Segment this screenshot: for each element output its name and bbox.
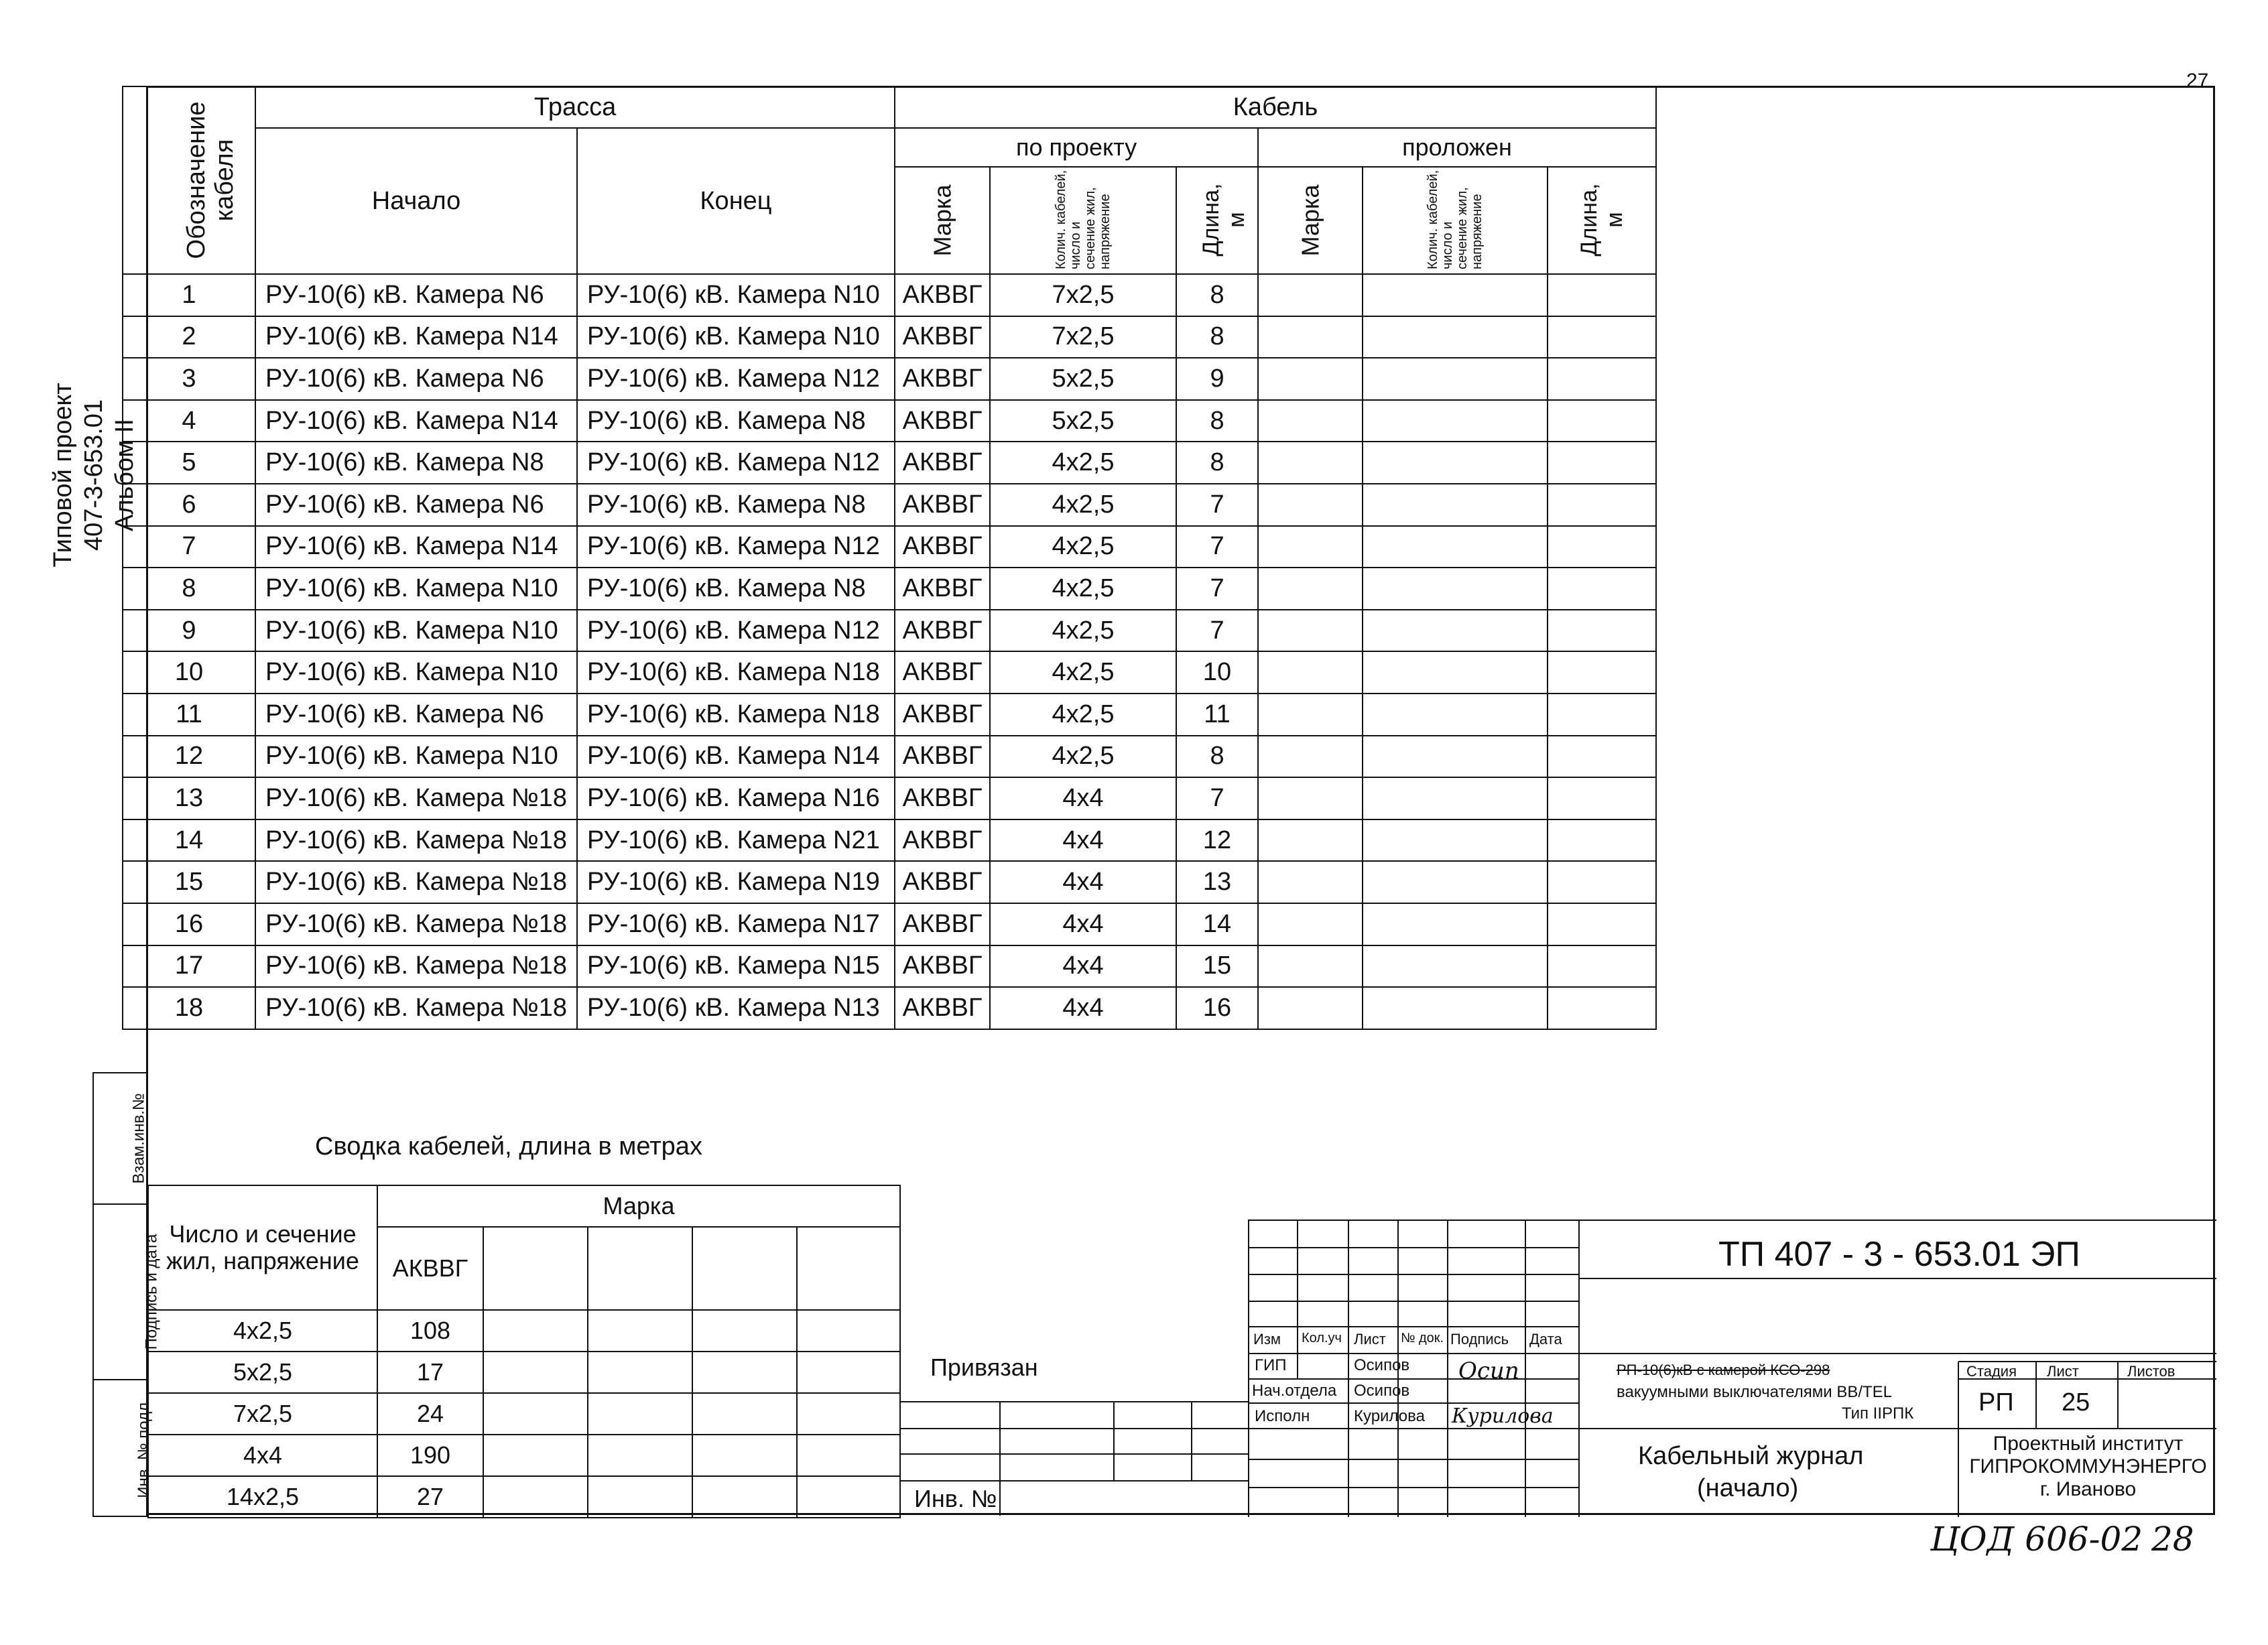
laid-length (1548, 777, 1656, 819)
laid-qty (1363, 568, 1548, 610)
table-row (123, 358, 1656, 400)
summary-mark-header: Марка (377, 1185, 900, 1227)
name-gip: Осипов (1354, 1356, 1410, 1374)
cable-mark: АКВВГ (895, 651, 990, 694)
cable-qty: 4х2,5 (990, 526, 1176, 568)
cable-number: 9 (123, 610, 255, 652)
summary-row (148, 1352, 900, 1393)
col-ndoc: № док. (1401, 1331, 1444, 1345)
route-start: РУ-10(6) кВ. Камера N14 (255, 400, 577, 442)
stage-label: Стадия (1966, 1363, 2017, 1380)
cable-qty: 4х4 (990, 819, 1176, 862)
laid-mark (1258, 610, 1363, 652)
cable-length: 8 (1176, 274, 1258, 316)
footer-code: ЦОД 606-02 (1930, 1520, 2143, 1559)
laid-qty (1363, 945, 1548, 988)
cable-number: 18 (123, 987, 255, 1029)
laid-length (1548, 568, 1656, 610)
inv-no-label: Инв. № (914, 1485, 997, 1512)
object-line2: вакуумными выключателями ВВ/TEL (1617, 1383, 1893, 1401)
cable-length: 8 (1176, 442, 1258, 484)
cable-length: 15 (1176, 945, 1258, 988)
cable-number: 12 (123, 736, 255, 778)
summary-value: 27 (377, 1476, 483, 1518)
laid-mark (1258, 526, 1363, 568)
route-end: РУ-10(6) кВ. Камера N12 (577, 358, 895, 400)
laid-length (1548, 987, 1656, 1029)
summary-empty-cell (483, 1310, 588, 1352)
laid-length (1548, 358, 1656, 400)
summary-empty-cell (588, 1310, 692, 1352)
cable-qty: 4х4 (990, 861, 1176, 903)
cable-qty: 4х2,5 (990, 736, 1176, 778)
laid-qty (1363, 442, 1548, 484)
table-row (123, 568, 1656, 610)
route-end: РУ-10(6) кВ. Камера N13 (577, 987, 895, 1029)
cable-number: 15 (123, 861, 255, 903)
table-row (123, 736, 1656, 778)
summary-section: 7х2,5 (148, 1393, 377, 1435)
summary-mark-name: АКВВГ (377, 1227, 483, 1310)
cable-mark: АКВВГ (895, 484, 990, 526)
cable-qty: 4х2,5 (990, 484, 1176, 526)
route-end: РУ-10(6) кВ. Камера N8 (577, 484, 895, 526)
summary-table (147, 1185, 901, 1518)
cable-number: 7 (123, 526, 255, 568)
summary-empty-cell (692, 1352, 797, 1393)
cable-mark: АКВВГ (895, 819, 990, 862)
table-row (123, 777, 1656, 819)
sheet-label: Лист (2047, 1363, 2079, 1380)
route-start: РУ-10(6) кВ. Камера N6 (255, 274, 577, 316)
laid-qty (1363, 274, 1548, 316)
laid-qty (1363, 400, 1548, 442)
summary-empty-cell (797, 1352, 900, 1393)
cable-mark: АКВВГ (895, 316, 990, 358)
route-start: РУ-10(6) кВ. Камера N10 (255, 736, 577, 778)
laid-qty (1363, 610, 1548, 652)
col-data: Дата (1529, 1331, 1562, 1347)
laid-length (1548, 484, 1656, 526)
cable-mark: АКВВГ (895, 987, 990, 1029)
route-end: РУ-10(6) кВ. Камера N8 (577, 568, 895, 610)
laid-mark (1258, 861, 1363, 903)
cable-number: 6 (123, 484, 255, 526)
side-label-line1: Типовой проект (49, 383, 77, 568)
laid-qty (1363, 777, 1548, 819)
summary-empty-cell (692, 1310, 797, 1352)
doc-title-1: Кабельный журнал (1638, 1442, 1864, 1470)
cable-header: Кабель (895, 86, 1656, 128)
summary-empty-cell (483, 1352, 588, 1393)
laid-mark (1258, 442, 1363, 484)
laid-length (1548, 316, 1656, 358)
role-nach: Нач.отдела (1252, 1382, 1337, 1400)
laid-qty (1363, 694, 1548, 736)
cable-number: 2 (123, 316, 255, 358)
route-start: РУ-10(6) кВ. Камера N6 (255, 484, 577, 526)
cable-length: 8 (1176, 316, 1258, 358)
cable-length: 10 (1176, 651, 1258, 694)
laid-mark (1258, 358, 1363, 400)
cable-qty: 4х4 (990, 777, 1176, 819)
cable-mark: АКВВГ (895, 736, 990, 778)
summary-empty-cell (483, 1393, 588, 1435)
route-start: РУ-10(6) кВ. Камера N14 (255, 316, 577, 358)
cable-length: 16 (1176, 987, 1258, 1029)
laid-mark (1258, 316, 1363, 358)
table-row (123, 274, 1656, 316)
laid-mark (1258, 484, 1363, 526)
cable-number: 1 (123, 274, 255, 316)
summary-empty-cell (588, 1435, 692, 1476)
qty-header-laid: Колич. кабелей, число и сечение жил, напряжение (1363, 167, 1548, 274)
start-header: Начало (255, 128, 577, 274)
cable-qty: 7х2,5 (990, 316, 1176, 358)
cable-qty: 4х4 (990, 987, 1176, 1029)
object-line1: РП-10(6)кВ с камерой КСО-298 (1617, 1362, 1830, 1378)
route-start: РУ-10(6) кВ. Камера N10 (255, 568, 577, 610)
route-start: РУ-10(6) кВ. Камера N10 (255, 610, 577, 652)
summary-rows (148, 1310, 900, 1518)
route-end: РУ-10(6) кВ. Камера N16 (577, 777, 895, 819)
org-line3: г. Иваново (2039, 1478, 2137, 1500)
cable-number: 3 (123, 358, 255, 400)
table-row (123, 484, 1656, 526)
laid-length (1548, 694, 1656, 736)
laid-qty (1363, 861, 1548, 903)
route-end: РУ-10(6) кВ. Камера N18 (577, 651, 895, 694)
cable-number: 14 (123, 819, 255, 862)
sheet-value: 25 (2062, 1388, 2090, 1417)
cable-number: 8 (123, 568, 255, 610)
cable-mark: АКВВГ (895, 400, 990, 442)
route-end: РУ-10(6) кВ. Камера N8 (577, 400, 895, 442)
laid-mark (1258, 945, 1363, 988)
route-start: РУ-10(6) кВ. Камера №18 (255, 903, 577, 945)
route-start: РУ-10(6) кВ. Камера N10 (255, 651, 577, 694)
route-end: РУ-10(6) кВ. Камера N12 (577, 442, 895, 484)
route-start: РУ-10(6) кВ. Камера №18 (255, 777, 577, 819)
cable-length: 12 (1176, 819, 1258, 862)
summary-value: 24 (377, 1393, 483, 1435)
table-row (123, 987, 1656, 1029)
cable-length: 7 (1176, 484, 1258, 526)
cable-qty: 5х2,5 (990, 400, 1176, 442)
summary-empty-cell (692, 1435, 797, 1476)
title-block (1248, 1220, 2216, 1517)
length-header-project: Длина, м (1176, 167, 1258, 274)
binding-block (899, 1333, 1249, 1516)
laid-length (1548, 861, 1656, 903)
summary-section: 4х2,5 (148, 1310, 377, 1352)
qty-header-project: Колич. кабелей, число и сечение жил, напряжение (990, 167, 1176, 274)
cable-qty: 4х2,5 (990, 610, 1176, 652)
laid-length (1548, 442, 1656, 484)
role-gip: ГИП (1255, 1356, 1287, 1374)
summary-col1-header: Число и сечение жил, напряжение (148, 1185, 377, 1310)
table-row (123, 945, 1656, 988)
route-end: РУ-10(6) кВ. Камера N10 (577, 274, 895, 316)
cable-number: 5 (123, 442, 255, 484)
summary-row (148, 1393, 900, 1435)
signature-2: Курилова (1452, 1404, 1554, 1428)
laid-mark (1258, 694, 1363, 736)
route-end: РУ-10(6) кВ. Камера N19 (577, 861, 895, 903)
summary-value: 190 (377, 1435, 483, 1476)
cable-length: 7 (1176, 610, 1258, 652)
table-row (123, 903, 1656, 945)
cable-number: 11 (123, 694, 255, 736)
laid-qty (1363, 358, 1548, 400)
route-start: РУ-10(6) кВ. Камера №18 (255, 945, 577, 988)
cable-length: 8 (1176, 400, 1258, 442)
table-row (123, 526, 1656, 568)
cable-qty: 4х2,5 (990, 442, 1176, 484)
summary-section: 14х2,5 (148, 1476, 377, 1518)
vzam-cell: Взам.инв.№ (93, 1073, 147, 1204)
laid-length (1548, 651, 1656, 694)
laid-qty (1363, 526, 1548, 568)
cable-length: 7 (1176, 526, 1258, 568)
cable-mark: АКВВГ (895, 358, 990, 400)
inv-cell: Инв. № подл. (93, 1380, 147, 1516)
summary-value: 17 (377, 1352, 483, 1393)
cable-number: 10 (123, 651, 255, 694)
route-start: РУ-10(6) кВ. Камера №18 (255, 987, 577, 1029)
cable-qty: 4х4 (990, 945, 1176, 988)
summary-empty-cell (588, 1476, 692, 1518)
route-end: РУ-10(6) кВ. Камера N12 (577, 526, 895, 568)
cable-mark: АКВВГ (895, 903, 990, 945)
summary-row (148, 1476, 900, 1518)
cable-mark: АКВВГ (895, 610, 990, 652)
route-start: РУ-10(6) кВ. Камера N6 (255, 694, 577, 736)
cable-qty: 4х2,5 (990, 694, 1176, 736)
doc-code: ТП 407 - 3 - 653.01 ЭП (1718, 1235, 2080, 1274)
laid-length (1548, 819, 1656, 862)
route-end: РУ-10(6) кВ. Камера N14 (577, 736, 895, 778)
name-ispoln: Курилова (1354, 1407, 1425, 1425)
route-start: РУ-10(6) кВ. Камера N8 (255, 442, 577, 484)
name-nach: Осипов (1354, 1382, 1410, 1400)
col-list: Лист (1354, 1331, 1386, 1347)
summary-empty-cell (797, 1476, 900, 1518)
table-row (123, 651, 1656, 694)
laid-mark (1258, 777, 1363, 819)
laid-length (1548, 400, 1656, 442)
org-line1: Проектный институт (1993, 1433, 2184, 1455)
summary-empty-cell (483, 1476, 588, 1518)
route-header: Трасса (255, 86, 895, 128)
summary-section: 5х2,5 (148, 1352, 377, 1393)
mark-header-project: Марка (895, 167, 990, 274)
laid-qty (1363, 736, 1548, 778)
col-podpis: Подпись (1450, 1331, 1509, 1347)
laid-qty (1363, 651, 1548, 694)
cable-mark: АКВВГ (895, 442, 990, 484)
org-line2: ГИПРОКОММУНЭНЕРГО (1969, 1455, 2207, 1477)
laid-mark (1258, 903, 1363, 945)
laid-length (1548, 736, 1656, 778)
role-ispoln: Исполн (1255, 1407, 1310, 1425)
cable-qty: 4х2,5 (990, 568, 1176, 610)
summary-title: Сводка кабелей, длина в метрах (315, 1132, 702, 1161)
route-end: РУ-10(6) кВ. Камера N15 (577, 945, 895, 988)
sheets-label: Листов (2127, 1363, 2176, 1380)
route-start: РУ-10(6) кВ. Камера №18 (255, 819, 577, 862)
laid-mark (1258, 819, 1363, 862)
by-project-header: по проекту (895, 128, 1258, 167)
laid-length (1548, 526, 1656, 568)
cable-rows (123, 274, 1656, 1029)
summary-row (148, 1310, 900, 1352)
cable-mark: АКВВГ (895, 861, 990, 903)
route-start: РУ-10(6) кВ. Камера N14 (255, 526, 577, 568)
summary-empty-cell (797, 1435, 900, 1476)
laid-qty (1363, 819, 1548, 862)
cable-number: 17 (123, 945, 255, 988)
doc-title-2: (начало) (1697, 1474, 1799, 1502)
laid-qty (1363, 903, 1548, 945)
laid-mark (1258, 568, 1363, 610)
summary-empty-cell (797, 1310, 900, 1352)
cable-number: 16 (123, 903, 255, 945)
cable-mark: АКВВГ (895, 694, 990, 736)
cable-length: 11 (1176, 694, 1258, 736)
laid-length (1548, 610, 1656, 652)
route-end: РУ-10(6) кВ. Камера N17 (577, 903, 895, 945)
table-row (123, 694, 1656, 736)
end-header: Конец (577, 128, 895, 274)
laid-header: проложен (1258, 128, 1656, 167)
laid-mark (1258, 400, 1363, 442)
col-izm: Изм (1253, 1331, 1281, 1347)
cable-qty: 4х2,5 (990, 651, 1176, 694)
cable-mark: АКВВГ (895, 777, 990, 819)
side-label-line3: Альбом II (111, 419, 139, 532)
laid-mark (1258, 987, 1363, 1029)
cable-length: 14 (1176, 903, 1258, 945)
cable-journal-table (122, 86, 1657, 1030)
route-end: РУ-10(6) кВ. Камера N10 (577, 316, 895, 358)
length-header-laid: Длина, м (1548, 167, 1656, 274)
table-row (123, 610, 1656, 652)
cable-length: 8 (1176, 736, 1258, 778)
cable-mark: АКВВГ (895, 945, 990, 988)
summary-empty-cell (588, 1352, 692, 1393)
corner-mark: 27 (2186, 70, 2209, 92)
cable-number: 13 (123, 777, 255, 819)
signature-1: Осип (1458, 1358, 1519, 1384)
summary-row (148, 1435, 900, 1476)
col-kol: Кол.уч (1302, 1331, 1342, 1345)
summary-empty-cell (692, 1393, 797, 1435)
footer-page: 28 (2151, 1520, 2194, 1559)
summary-empty-cell (588, 1393, 692, 1435)
designation-header: Обозначение кабеля (123, 86, 255, 274)
route-start: РУ-10(6) кВ. Камера №18 (255, 861, 577, 903)
cable-number: 4 (123, 400, 255, 442)
laid-qty (1363, 484, 1548, 526)
route-end: РУ-10(6) кВ. Камера N18 (577, 694, 895, 736)
object-line3: Тип IIРПК (1842, 1404, 1914, 1423)
laid-mark (1258, 274, 1363, 316)
laid-qty (1363, 316, 1548, 358)
table-row (123, 400, 1656, 442)
summary-empty-cell (797, 1393, 900, 1435)
table-row (123, 861, 1656, 903)
laid-qty (1363, 987, 1548, 1029)
route-end: РУ-10(6) кВ. Камера N12 (577, 610, 895, 652)
mark-header-laid: Марка (1258, 167, 1363, 274)
privyazan-label: Привязан (930, 1354, 1038, 1381)
table-row (123, 316, 1656, 358)
table-row (123, 819, 1656, 862)
cable-mark: АКВВГ (895, 274, 990, 316)
summary-value: 108 (377, 1310, 483, 1352)
cable-mark: АКВВГ (895, 568, 990, 610)
summary-empty-cell (483, 1435, 588, 1476)
laid-length (1548, 903, 1656, 945)
laid-mark (1258, 651, 1363, 694)
cable-qty: 7х2,5 (990, 274, 1176, 316)
cable-length: 9 (1176, 358, 1258, 400)
stage-value: РП (1978, 1388, 2014, 1417)
cable-qty: 4х4 (990, 903, 1176, 945)
summary-section: 4х4 (148, 1435, 377, 1476)
podpis-cell: Подпись и дата (93, 1204, 147, 1380)
summary-empty-cell (692, 1476, 797, 1518)
cable-mark: АКВВГ (895, 526, 990, 568)
cable-qty: 5х2,5 (990, 358, 1176, 400)
table-row (123, 442, 1656, 484)
laid-length (1548, 274, 1656, 316)
cable-length: 7 (1176, 777, 1258, 819)
laid-length (1548, 945, 1656, 988)
cable-length: 7 (1176, 568, 1258, 610)
left-strip (92, 1072, 161, 1517)
cable-length: 13 (1176, 861, 1258, 903)
laid-mark (1258, 736, 1363, 778)
route-start: РУ-10(6) кВ. Камера N6 (255, 358, 577, 400)
route-end: РУ-10(6) кВ. Камера N21 (577, 819, 895, 862)
side-label-line2: 407-3-653.01 (80, 399, 108, 551)
